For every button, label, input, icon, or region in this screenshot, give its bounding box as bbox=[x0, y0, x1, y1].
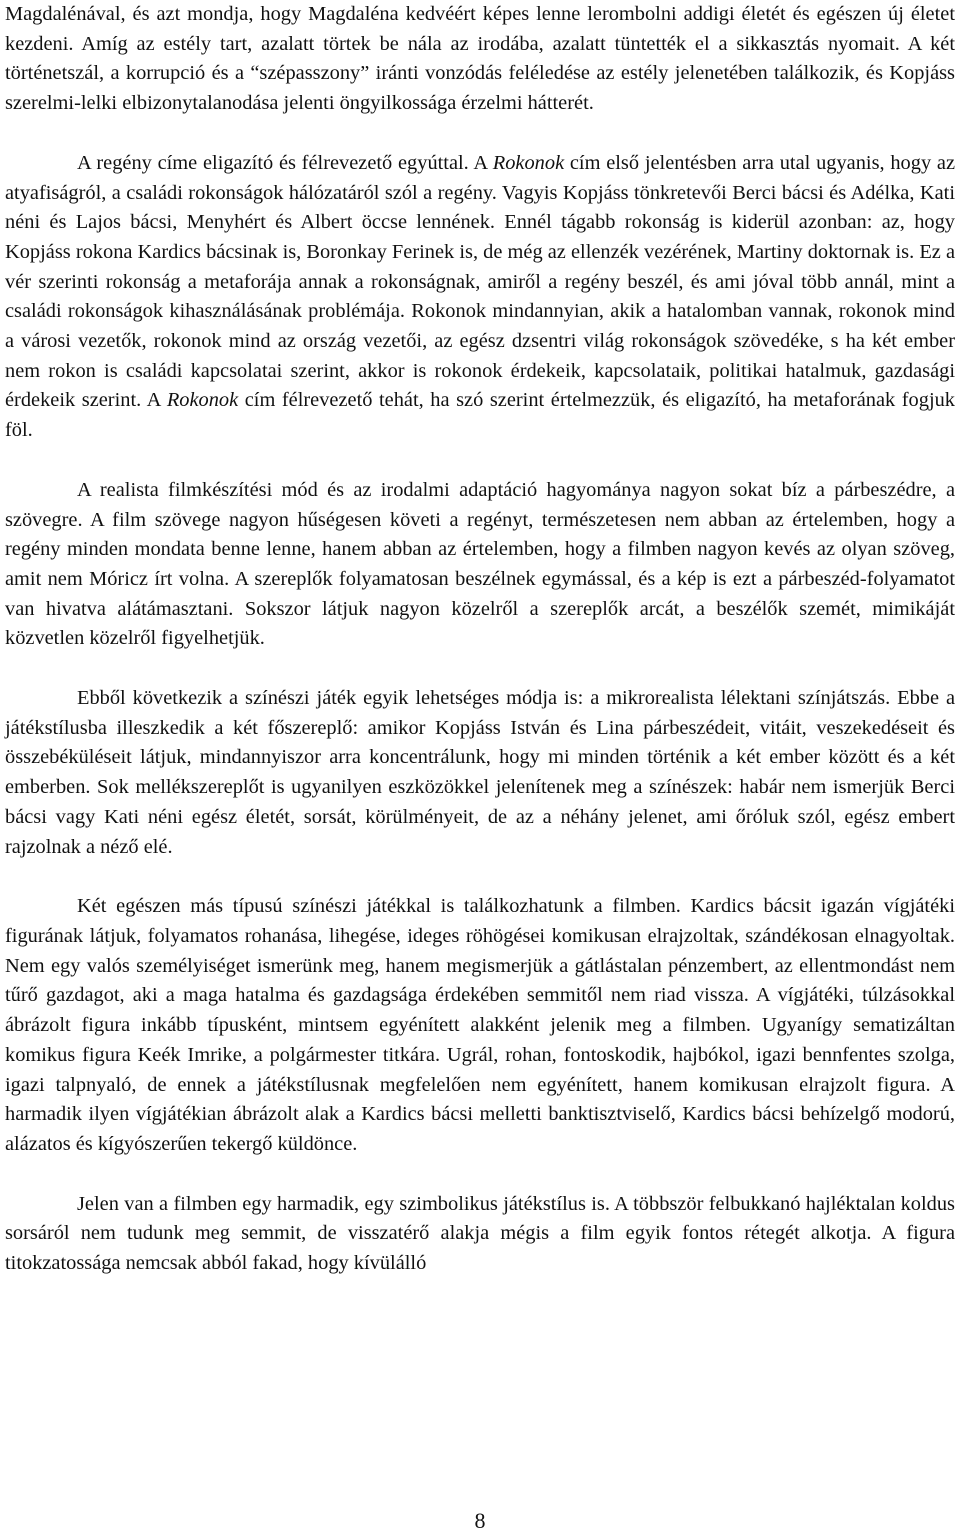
paragraph-text: cím félrevezető tehát, ha szó szerint értelmezzük, és eligazító, ha metaforának fogjuk föl. bbox=[5, 389, 955, 442]
paragraph-text: Jelen van a filmben egy harmadik, egy szimbolikus játékstílus is. A többször felbukkanó hajléktalan koldus sorsáról nem tudunk meg semmit, de visszatérő alakja mégis a film egyik fontos rétegét alkotja. A figura titokzatossága nemcsak abból fakad, hogy kívülálló bbox=[5, 1192, 955, 1275]
paragraph-1 bbox=[5, 0, 955, 119]
paragraph-text: Két egészen más típusú színészi játékkal is találkozhatunk a filmben. Kardics bácsit igazán vígjátéki figurának látjuk, folyamatos rohanása, lihegése, ideges röhögései komikusan elrajzoltak, szándékosan elnagyoltak. Nem egy valós személyiséget ismerünk meg, hanem megismerjük a gátlástalan pénzembert, az ellentmondást nem tűrő gazdagot, aki a maga hatalma és gazdagsága érdekében semmitől nem riad vissza. A vígjátéki, túlzásokkal ábrázolt figura inkább típusként, mintsem egyénített alakként jelenik meg a filmben. Ugyanígy sematizáltan komikus figura Keék Imrike, a polgármester titkára. Ugrál, rohan, fontoskodik, hajbókol, igazi bennfentes szolga, igazi talpnyaló, de ennek a játékstílusnak megfelelően nem egyénített, hanem komikusan elrajzolt figura. A harmadik ilyen vígjátékian ábrázolt alak a Kardics bácsi melletti banktisztviselő, Kardics bácsi behízelgő modorú, alázatos és kígyószerűen tekergő küldönce. bbox=[5, 895, 955, 1155]
paragraph-text: A realista filmkészítési mód és az irodalmi adaptáció hagyománya nagyon sokat bíz a párbeszédre, a szövegre. A film szövege nagyon hűségesen követi a regényt, természetesen nem abban az értelemben, hogy a regény minden mondata benne lenne, hanem abban az értelemben, hogy a filmben nagyon kevés az olyan szöveg, amit nem Móricz írt volna. A szereplők folyamatosan beszélnek egymással, és a kép is ezt a párbeszéd-folyamatot van hivatva alátámasztani. Sokszor látjuk nagyon közelről a szereplők arcát, a beszélők szemét, mimikáját közvetlen közelről figyelhetjük. bbox=[5, 478, 955, 650]
paragraph-text: Magdalénával, és azt mondja, hogy Magdaléna kedvéért képes lenne lerombolni addigi életét és egészen új életet kezdeni. Amíg az estély tart, azalatt törtek be nála az irodába, azalatt tüntették el a sikkasztás nyomait. A két történetszál, a korrupció és a “szépasszony” iránti vonzódás feléledése az estély jelenetében találkozik, és Kopjáss szerelmi-lelki elbizonytalanodása jelenti öngyilkossága érzelmi hátterét. bbox=[5, 3, 955, 115]
paragraph-2 bbox=[5, 149, 955, 446]
paragraph-gap bbox=[5, 119, 955, 149]
page-number: 8 bbox=[474, 1508, 486, 1533]
paragraph-text: A regény címe eligazító és félrevezető egyúttal. A bbox=[77, 151, 493, 174]
paragraph-text: Ebből következik a színészi játék egyik lehetséges módja is: a mikrorealista lélektani színjátszás. Ebbe a játékstílusba illeszkedik a két főszereplő: amikor Kopjáss István és Lina párbeszédeit, vitáit, veszekedéseit és összebéküléseit látjuk, mindannyiszor arra koncentrálunk, hogy mi minden történik a két ember között és a két emberben. Sok mellékszereplőt is ugyanilyen eszközökkel jelenítenek meg a színészek: habár nem ismerjük Berci bácsi vagy Kati néni egész életét, sorsát, körülményeit, de az a néhány jelenet, ami őróluk szól, egész embert rajzolnak a néző elé. bbox=[5, 687, 955, 858]
paragraph-gap bbox=[5, 654, 955, 684]
paragraph-text: cím első jelentésben arra utal ugyanis, hogy az atyafiságról, a családi rokonságok hálózatáról szól a regény. Vagyis Kopjáss tönkretevői Berci bácsi és Adélka, Kati néni és Lajos bácsi, Menyhért és Albert öccse lennének. Ennél tágabb rokonság is kiderül azonban: az, hogy Kopjáss rokona Kardics bácsinak is, Boronkay Ferinek is, de még az ellenzék vezérének, Martiny doktornak is. Ez a vér szerinti rokonság a metaforája annak a rokonságnak, amiről a regény beszél, és ami jóval több annál, mint a családi rokonságok kihasználásának problémája. Rokonok mindannyian, akik a hatalomban vannak, rokonok mind a városi vezetők, rokonok mind az ország vezetői, az egész dzsentri világ rokonságok szövedéke, s ha két ember nem rokon is családi kapcsolatai szerint, akkor is rokonok érdekeik, kapcsolataik, politikai hatalmuk, gazdasági érdekeik szerint. A bbox=[5, 151, 956, 412]
paragraph-6 bbox=[5, 1190, 955, 1279]
paragraph-3 bbox=[5, 476, 955, 654]
paragraph-gap bbox=[5, 446, 955, 476]
book-title-italic: Rokonok bbox=[492, 151, 565, 174]
paragraph-4 bbox=[5, 684, 955, 862]
document-page bbox=[5, 0, 955, 1279]
paragraph-5 bbox=[5, 892, 955, 1159]
paragraph-gap bbox=[5, 862, 955, 892]
paragraph-gap bbox=[5, 1160, 955, 1190]
book-title-italic: Rokonok bbox=[166, 389, 239, 412]
